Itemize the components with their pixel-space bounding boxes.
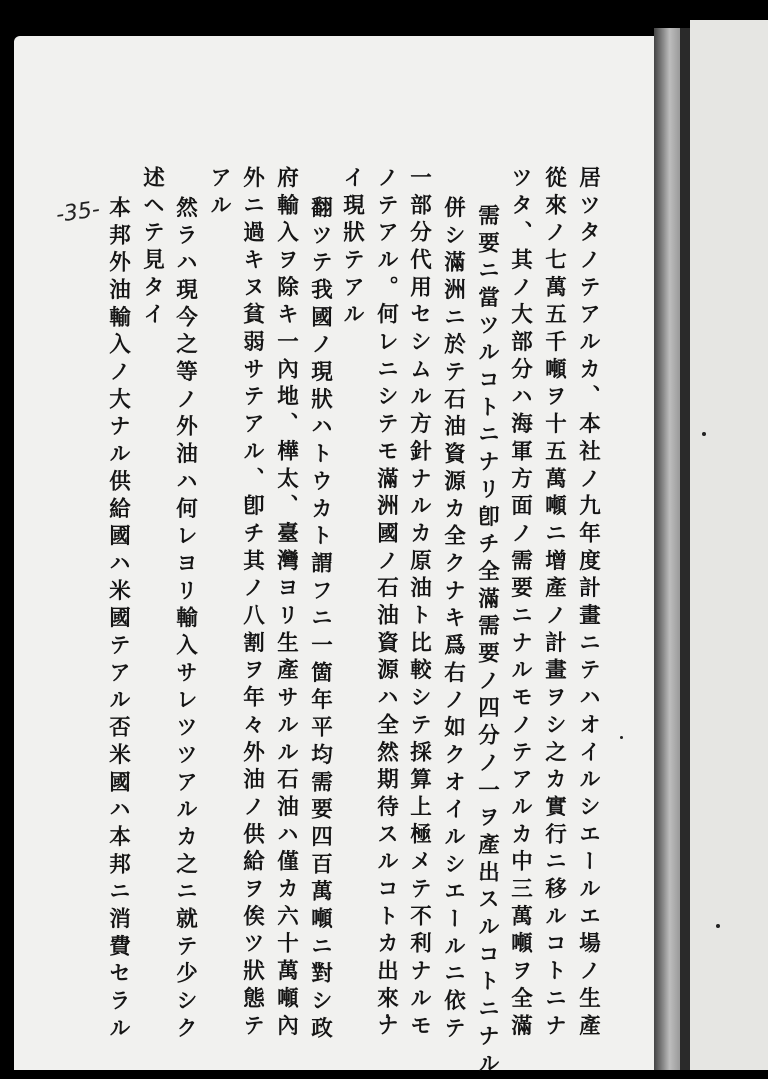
spine-shadow (680, 28, 690, 1070)
text-column-10: 府輸入ヲ除キ一內地、樺太、臺灣ヨリ生產サルル石油ハ僅カ六十萬噸內 (273, 166, 299, 1042)
ink-speck (620, 736, 623, 739)
text-column-15: 本邦外油輸入ノ大ナル供給國ハ米國テアル否米國ハ本邦ニ消費セラル (105, 196, 131, 1044)
ink-speck (716, 924, 720, 928)
text-column-9: 翻ツテ我國ノ現狀ハトウカト謂フニ一箇年平均需要四百萬噸ニ對シ政 (307, 196, 333, 1044)
page-number: -35- (54, 197, 102, 228)
text-column-14: 述ヘテ見タイ (139, 166, 165, 331)
text-column-4: 需要ニ當ツルコトニナリ卽チ全滿需要ノ四分ノ一ヲ產出スルコトニナル (474, 204, 500, 1079)
text-column-11: 外ニ過キヌ貧弱サテアル、卽チ其ノ八割ヲ年々外油ノ供給ヲ俟ツ狀態テ (239, 166, 265, 1042)
text-column-6: 一部分代用セシムル方針ナルカ原油ト比較シテ採算上極メテ不利ナルモ (406, 166, 432, 1042)
book-spine (654, 28, 680, 1070)
text-column-5: 併シ滿洲ニ於テ石油資源カ全クナキ爲右ノ如クオイルシエールニ依テ (440, 196, 466, 1044)
text-column-8: イ現狀テアル (339, 166, 365, 331)
text-column-3: ツタ、其ノ大部分ハ海軍方面ノ需要ニナルモノテアルカ中三萬噸ヲ全滿 (507, 166, 533, 1042)
text-column-7: ノテアル。何レニシテモ滿洲國ノ石油資源ハ全然期待スルコトカ出來ナ (373, 166, 399, 1042)
ink-speck (702, 432, 706, 436)
text-column-1: 居ツタノテアルカ、本社ノ九年度計畫ニテハオイルシエールエ場ノ生產 (575, 166, 601, 1042)
text-column-13: 然ラハ現今之等ノ外油ハ何レヨリ輸入サレツツアルカ之ニ就テ少シク (172, 196, 198, 1044)
text-column-12: アル (206, 166, 232, 221)
text-column-2: 從來ノ七萬五千噸ヲ十五萬噸ニ增產ノ計畫ヲシ之カ實行ニ移ルコトニナ (541, 166, 567, 1042)
adjacent-page-edge (690, 20, 768, 1070)
